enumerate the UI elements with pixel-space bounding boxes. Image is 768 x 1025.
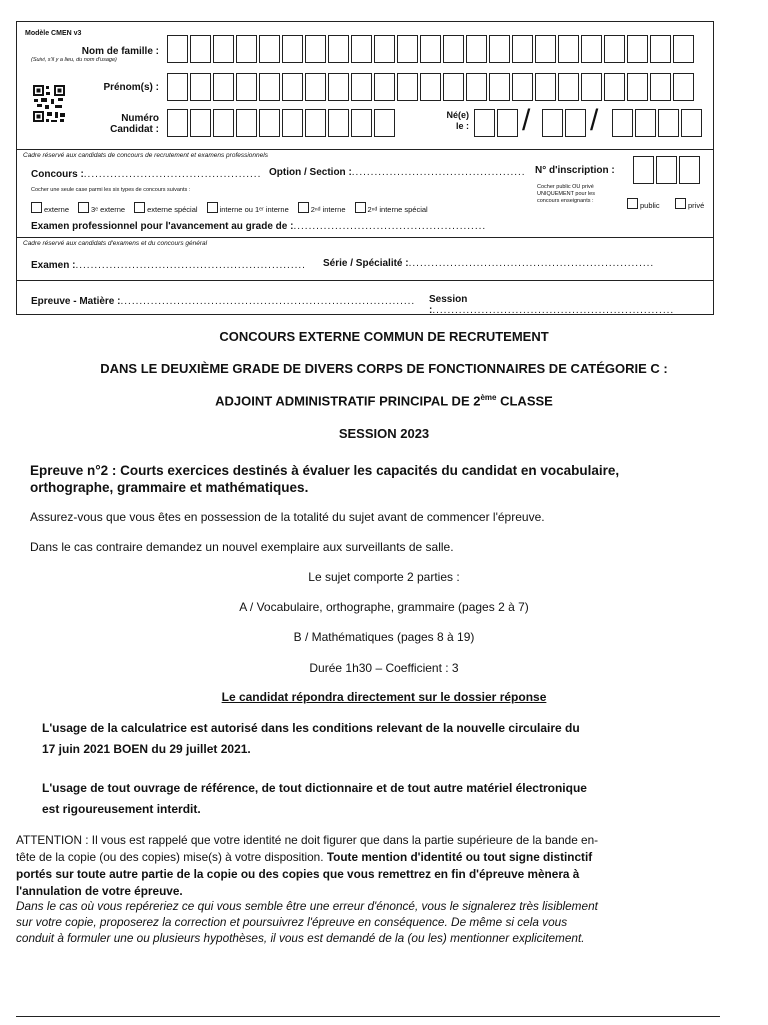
examen-pro-label: Examen professionnel pour l'avancement au grade de : <box>31 221 294 232</box>
input-cell[interactable] <box>679 156 700 184</box>
input-cell[interactable] <box>397 73 418 101</box>
input-cell[interactable] <box>236 35 257 63</box>
concours-type-label: interne ou 1ᵉʳ interne <box>219 205 289 214</box>
input-cell[interactable] <box>305 109 326 137</box>
calculatrice-line2: 17 juin 2021 BOEN du 29 juillet 2021. <box>42 742 251 756</box>
input-cell[interactable] <box>604 35 625 63</box>
epreuve-field: Epreuve - Matière :.............................................................................. <box>31 296 416 307</box>
input-cell[interactable] <box>466 35 487 63</box>
section1-note: Cadre réservé aux candidats de concours de recrutement et examens professionnels <box>23 152 268 159</box>
model-label: Modèle CMEN v3 <box>25 30 82 37</box>
nom-cells[interactable] <box>167 35 696 63</box>
checkbox-box[interactable] <box>355 202 366 213</box>
attention-line2b: Toute mention d'identité ou tout signe distinctif <box>326 850 593 864</box>
session-field: Session :................................................................ <box>429 294 675 316</box>
input-cell[interactable] <box>190 35 211 63</box>
public-note-line1: Cocher public OU privé <box>537 184 594 190</box>
public-note <box>537 184 595 205</box>
input-cell[interactable] <box>259 35 280 63</box>
checkbox-box[interactable] <box>78 202 89 213</box>
partie-a-text: A / Vocabulaire, orthographe, grammaire (pages 2 à 7) <box>239 600 529 614</box>
session-title: SESSION 2023 <box>338 426 430 441</box>
concours-type-label: 3ᵉ externe <box>91 205 126 214</box>
title-line1: CONCOURS EXTERNE COMMUN DE RECRUTEMENT <box>219 329 549 344</box>
concours-field: Concours :............................................... <box>31 169 262 180</box>
concours-type-option[interactable] <box>78 202 125 214</box>
public-note-line2: UNIQUEMENT pour les <box>537 191 595 197</box>
calculatrice-text <box>42 720 580 758</box>
concours-type-option[interactable] <box>207 202 289 214</box>
erreur-line2: sur votre copie, proposerez la correction et poursuivrez l'épreuve en conséquence. De même si cela vous <box>16 915 568 929</box>
examen-field: Examen :............................................................. <box>31 260 306 271</box>
concours-type-option[interactable] <box>31 202 69 214</box>
input-cell[interactable] <box>236 73 257 101</box>
attention-line4: l'annulation de votre épreuve. <box>16 884 183 898</box>
partie-b-text: B / Mathématiques (pages 8 à 19) <box>293 630 475 644</box>
input-cell[interactable] <box>213 109 234 137</box>
divider <box>17 149 713 150</box>
public-label: public <box>640 201 660 210</box>
input-cell[interactable] <box>351 73 372 101</box>
birth-month-cells[interactable] <box>542 109 588 137</box>
examen-label: Examen : <box>31 260 76 271</box>
concours-type-option[interactable] <box>355 202 428 214</box>
input-cell[interactable] <box>489 73 510 101</box>
concours-label: Concours : <box>31 169 84 180</box>
input-cell[interactable] <box>627 73 648 101</box>
input-cell[interactable] <box>581 35 602 63</box>
input-cell[interactable] <box>259 73 280 101</box>
inscription-label: N° d'inscription : <box>535 165 615 176</box>
birth-day-cells[interactable] <box>474 109 520 137</box>
title-line3 <box>0 393 768 408</box>
divider <box>17 280 713 281</box>
input-cell[interactable] <box>633 156 654 184</box>
attention-line2a: tête de la copie (ou des copies) mise(s) à votre disposition. <box>16 850 327 864</box>
input-cell[interactable] <box>167 109 188 137</box>
checkbox-box[interactable] <box>298 202 309 213</box>
cocher-note: Cocher une seule case parmi les six types de concours suivants : <box>31 187 191 193</box>
input-cell[interactable] <box>328 35 349 63</box>
input-cell[interactable] <box>190 109 211 137</box>
concours-type-label: externe <box>44 205 70 214</box>
input-cell[interactable] <box>558 73 579 101</box>
attention-text <box>16 832 746 900</box>
inscription-cells[interactable] <box>633 156 702 184</box>
title-line3-a: ADJOINT ADMINISTRATIF PRINCIPAL DE 2 <box>215 393 481 409</box>
nom-hint: (Suivi, s'il y a lieu, du nom d'usage) <box>31 57 117 63</box>
date-separator-1: / <box>522 104 531 137</box>
concours-type-option[interactable] <box>134 202 197 214</box>
erreur-text <box>16 898 746 946</box>
input-cell[interactable] <box>236 109 257 137</box>
input-cell[interactable] <box>535 73 556 101</box>
input-cell[interactable] <box>604 73 625 101</box>
epreuve-label: Epreuve - Matière : <box>31 296 121 307</box>
input-cell[interactable] <box>259 109 280 137</box>
session-label: Session : <box>429 294 468 316</box>
input-cell[interactable] <box>612 109 633 137</box>
epreuve-heading-line1: Epreuve n°2 : Courts exercices destinés à évaluer les capacités du candidat en vocabulaire, <box>30 463 620 478</box>
input-cell[interactable] <box>627 35 648 63</box>
prive-checkbox[interactable] <box>675 198 704 210</box>
serie-label: Série / Spécialité : <box>323 258 409 269</box>
input-cell[interactable] <box>328 109 349 137</box>
numero-label-line1: Numéro <box>121 113 159 124</box>
input-cell[interactable] <box>658 109 679 137</box>
examen-pro-field: Examen professionnel pour l'avancement au grade de :................................................... <box>31 221 487 232</box>
input-cell[interactable] <box>282 35 303 63</box>
input-cell[interactable] <box>542 109 563 137</box>
concours-type-option[interactable] <box>298 202 346 214</box>
public-checkbox[interactable] <box>627 198 660 210</box>
input-cell[interactable] <box>489 35 510 63</box>
input-cell[interactable] <box>167 35 188 63</box>
ouvrage-text <box>42 780 587 818</box>
option-field: Option / Section :.............................................. <box>269 167 526 178</box>
birth-year-cells[interactable] <box>612 109 704 137</box>
reponse-text: Le candidat répondra directement sur le dossier réponse <box>221 690 547 704</box>
qr-code-icon <box>33 85 65 135</box>
input-cell[interactable] <box>466 73 487 101</box>
date-separator-2: / <box>590 104 599 137</box>
input-cell[interactable] <box>512 35 533 63</box>
input-cell[interactable] <box>351 109 372 137</box>
concours-type-checkboxes <box>31 202 428 214</box>
attention-line1: ATTENTION : Il vous est rappelé que votre identité ne doit figurer que dans la partie supérieure de la bande en- <box>16 833 599 847</box>
input-cell[interactable] <box>351 35 372 63</box>
assurez-text: Assurez-vous que vous êtes en possession de la totalité du sujet avant de commencer l'épreuve. <box>30 510 545 524</box>
checkbox-box[interactable] <box>134 202 145 213</box>
prenom-cells[interactable] <box>167 73 696 101</box>
input-cell[interactable] <box>535 35 556 63</box>
prive-checkbox-box[interactable] <box>675 198 686 209</box>
input-cell[interactable] <box>305 73 326 101</box>
contraire-text: Dans le cas contraire demandez un nouvel exemplaire aux surveillants de salle. <box>30 540 454 554</box>
input-cell[interactable] <box>565 109 586 137</box>
section2-note: Cadre réservé aux candidats d'examens et du concours général <box>23 240 208 247</box>
erreur-line1: Dans le cas où vous repéreriez ce qui vous semble être une erreur d'énoncé, vous le signalerez très lisiblement <box>16 899 598 913</box>
input-cell[interactable] <box>650 35 671 63</box>
duree-text: Durée 1h30 – Coefficient : 3 <box>309 661 459 675</box>
input-cell[interactable] <box>656 156 677 184</box>
input-cell[interactable] <box>558 35 579 63</box>
public-note-line3: concours enseignants : <box>537 198 594 204</box>
ouvrage-line2: est rigoureusement interdit. <box>42 802 201 816</box>
input-cell[interactable] <box>282 109 303 137</box>
prive-label: privé <box>688 201 705 210</box>
input-cell[interactable] <box>443 73 464 101</box>
input-cell[interactable] <box>474 109 495 137</box>
input-cell[interactable] <box>420 73 441 101</box>
nom-label: Nom de famille : <box>81 46 159 57</box>
ne-label-line2: le : <box>455 121 469 131</box>
concours-type-label: externe spécial <box>147 205 198 214</box>
title-line2: DANS LE DEUXIÈME GRADE DE DIVERS CORPS DE FONCTIONNAIRES DE CATÉGORIE C : <box>100 361 668 376</box>
option-label: Option / Section : <box>269 167 352 178</box>
input-cell[interactable] <box>443 35 464 63</box>
numero-cells[interactable] <box>167 109 397 137</box>
input-cell[interactable] <box>635 109 656 137</box>
concours-type-label: 2ⁿᵈ interne spécial <box>367 205 428 214</box>
title-line3-sup: ème <box>480 393 497 402</box>
identity-header-box <box>16 21 714 315</box>
input-cell[interactable] <box>581 73 602 101</box>
input-cell[interactable] <box>167 73 188 101</box>
prenom-label: Prénom(s) : <box>103 82 159 93</box>
concours-type-label: 2ⁿᵈ interne <box>310 205 346 214</box>
parties-text: Le sujet comporte 2 parties : <box>308 570 460 584</box>
numero-label <box>77 113 159 135</box>
input-cell[interactable] <box>512 73 533 101</box>
public-checkbox-box[interactable] <box>627 198 638 209</box>
input-cell[interactable] <box>497 109 518 137</box>
input-cell[interactable] <box>420 35 441 63</box>
input-cell[interactable] <box>213 73 234 101</box>
numero-label-line2: Candidat : <box>110 124 159 135</box>
divider <box>17 237 713 238</box>
input-cell[interactable] <box>673 35 694 63</box>
ouvrage-line1: L'usage de tout ouvrage de référence, de tout dictionnaire et de tout autre matériel électronique <box>42 781 587 795</box>
input-cell[interactable] <box>397 35 418 63</box>
checkbox-box[interactable] <box>207 202 218 213</box>
title-line3-b: CLASSE <box>496 393 553 409</box>
ne-label <box>429 110 469 132</box>
input-cell[interactable] <box>328 73 349 101</box>
calculatrice-line1: L'usage de la calculatrice est autorisé dans les conditions relevant de la nouvelle circulaire du <box>42 721 580 735</box>
input-cell[interactable] <box>681 109 702 137</box>
input-cell[interactable] <box>374 73 395 101</box>
input-cell[interactable] <box>213 35 234 63</box>
input-cell[interactable] <box>650 73 671 101</box>
input-cell[interactable] <box>190 73 211 101</box>
input-cell[interactable] <box>673 73 694 101</box>
serie-field: Série / Spécialité :................................................................. <box>323 258 655 269</box>
epreuve-heading-line2: orthographe, grammaire et mathématiques. <box>30 480 309 495</box>
erreur-line3: conduit à formuler une ou plusieurs hypothèses, il vous est demandé de la (ou les) mentionner explicitement. <box>16 931 585 945</box>
ne-label-line1: Né(e) <box>446 110 469 120</box>
input-cell[interactable] <box>305 35 326 63</box>
checkbox-box[interactable] <box>31 202 42 213</box>
input-cell[interactable] <box>282 73 303 101</box>
attention-line3: portés sur toute autre partie de la copie ou des copies que vous remettrez en fin d'épreuve mènera à <box>16 867 580 881</box>
input-cell[interactable] <box>374 109 395 137</box>
input-cell[interactable] <box>374 35 395 63</box>
epreuve-heading <box>30 462 619 496</box>
